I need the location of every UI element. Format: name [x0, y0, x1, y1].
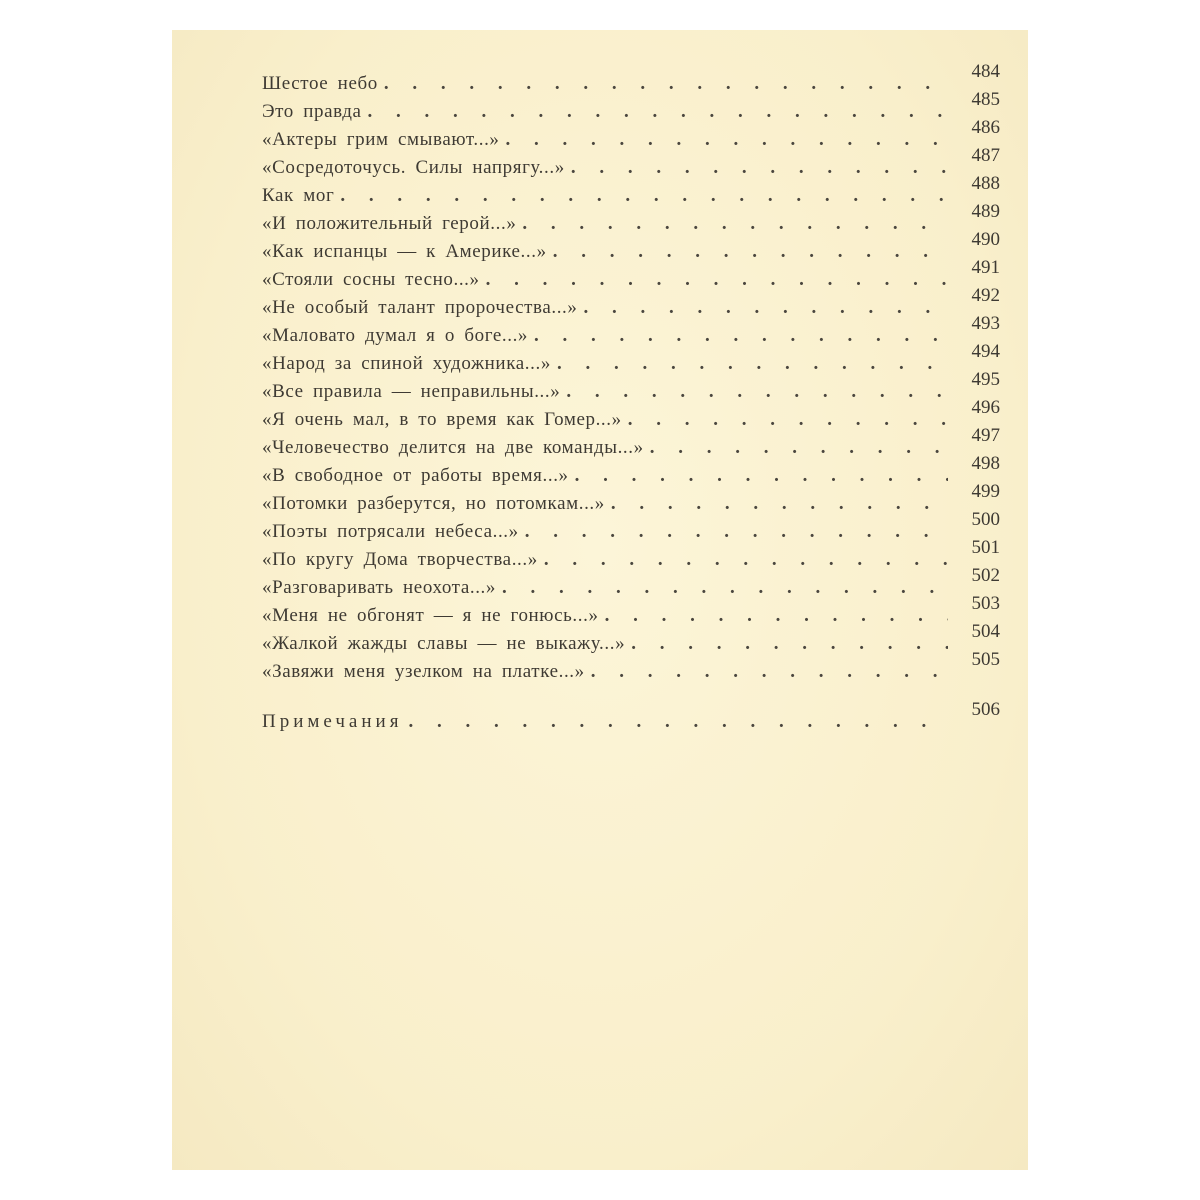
toc-entry-title: «Поэты потрясали небеса...»	[262, 521, 519, 542]
toc-entry-page: 486	[971, 117, 1000, 138]
table-of-contents	[262, 61, 1000, 733]
toc-entry-page: 504	[971, 621, 1000, 642]
toc-entry-title: Это правда	[262, 101, 362, 122]
toc-entry-page: 485	[971, 89, 1000, 110]
toc-entry-page: 488	[971, 173, 1000, 194]
book-page	[172, 30, 1028, 1170]
toc-entry-page: 494	[971, 341, 1000, 362]
toc-entry-title: «Меня не обгонят — я не гонюсь...»	[262, 605, 599, 626]
toc-entry-title: «Завяжи меня узелком на платке...»	[262, 661, 585, 682]
toc-entry	[262, 117, 1000, 151]
toc-entry-title: «По кругу Дома творчества...»	[262, 549, 538, 570]
dot-leader	[553, 241, 948, 263]
toc-notes-entry	[262, 699, 1000, 733]
toc-entry-title: «Сосредоточусь. Силы напрягу...»	[262, 157, 565, 178]
dot-leader	[611, 493, 948, 515]
toc-entry	[262, 565, 1000, 599]
toc-entry-page: 490	[971, 229, 1000, 250]
toc-entry	[262, 425, 1000, 459]
dot-leader	[557, 353, 948, 375]
dot-leader	[575, 465, 948, 487]
toc-entry-page: 492	[971, 285, 1000, 306]
dot-leader	[591, 661, 948, 683]
toc-entry	[262, 229, 1000, 263]
toc-entry-title: «Все правила — неправильны...»	[262, 381, 561, 402]
toc-entry-title: «Стояли сосны тесно...»	[262, 269, 480, 290]
toc-entry	[262, 89, 1000, 123]
toc-entry-page: 503	[971, 593, 1000, 614]
dot-leader	[534, 325, 948, 347]
dot-leader	[605, 605, 948, 627]
dot-leader	[506, 129, 948, 151]
toc-entry	[262, 173, 1000, 207]
toc-notes-title: Примечания	[262, 711, 403, 732]
toc-entry	[262, 593, 1000, 627]
toc-entry-page: 496	[971, 397, 1000, 418]
dot-leader	[566, 381, 948, 403]
toc-entry	[262, 369, 1000, 403]
toc-entry-page: 502	[971, 565, 1000, 586]
toc-entry	[262, 313, 1000, 347]
toc-entry-page: 499	[971, 481, 1000, 502]
toc-entry-title: «Народ за спиной художника...»	[262, 353, 551, 374]
toc-entry-title: «В свободное от работы время...»	[262, 465, 569, 486]
dot-leader	[571, 157, 948, 179]
dot-leader	[486, 269, 948, 291]
toc-entry-title: «Как испанцы — к Америке...»	[262, 241, 547, 262]
toc-entry	[262, 285, 1000, 319]
toc-entry-title: «Не особый талант пророчества...»	[262, 297, 578, 318]
dot-leader	[584, 297, 948, 319]
toc-entry-title: «Жалкой жажды славы — не выкажу...»	[262, 633, 626, 654]
toc-entry-page: 501	[971, 537, 1000, 558]
toc-entry-page: 487	[971, 145, 1000, 166]
toc-entry-title: «Маловато думал я о боге...»	[262, 325, 529, 346]
toc-entry	[262, 61, 1000, 95]
toc-entry-title: «Человечество делится на две команды...»	[262, 437, 644, 458]
toc-entry	[262, 649, 1000, 683]
toc-entry-page: 493	[971, 313, 1000, 334]
toc-entry-page: 497	[971, 425, 1000, 446]
toc-entry-page: 498	[971, 453, 1000, 474]
toc-entry	[262, 145, 1000, 179]
toc-entry-title: «Потомки разберутся, но потомкам...»	[262, 493, 605, 514]
toc-entry-page: 505	[971, 649, 1000, 670]
toc-entry	[262, 453, 1000, 487]
dot-leader	[544, 549, 948, 571]
dot-leader	[525, 521, 948, 543]
toc-entry-page: 500	[971, 509, 1000, 530]
toc-entry-page: 489	[971, 201, 1000, 222]
dot-leader	[522, 213, 948, 235]
toc-notes-page: 506	[971, 699, 1000, 720]
toc-entry-title: Шестое небо	[262, 73, 378, 94]
toc-entry	[262, 481, 1000, 515]
toc-entry	[262, 341, 1000, 375]
dot-leader	[384, 73, 948, 95]
dot-leader	[408, 711, 948, 733]
toc-entry-page: 484	[971, 61, 1000, 82]
dot-leader	[502, 577, 948, 599]
dot-leader	[631, 633, 948, 655]
toc-entry-title: «И положительный герой...»	[262, 213, 517, 234]
toc-entry-page: 495	[971, 369, 1000, 390]
toc-entry	[262, 621, 1000, 655]
dot-leader	[340, 185, 948, 207]
dot-leader	[650, 437, 948, 459]
toc-entry	[262, 397, 1000, 431]
toc-entry-title: «Я очень мал, в то время как Гомер...»	[262, 409, 622, 430]
toc-entry-title: «Разговаривать неохота...»	[262, 577, 496, 598]
toc-entry	[262, 257, 1000, 291]
toc-entry	[262, 509, 1000, 543]
toc-entry	[262, 537, 1000, 571]
toc-entry-title: «Актеры грим смывают...»	[262, 129, 500, 150]
dot-leader	[628, 409, 948, 431]
dot-leader	[368, 101, 948, 123]
toc-entry	[262, 201, 1000, 235]
toc-entry-title: Как мог	[262, 185, 335, 206]
toc-entry-page: 491	[971, 257, 1000, 278]
